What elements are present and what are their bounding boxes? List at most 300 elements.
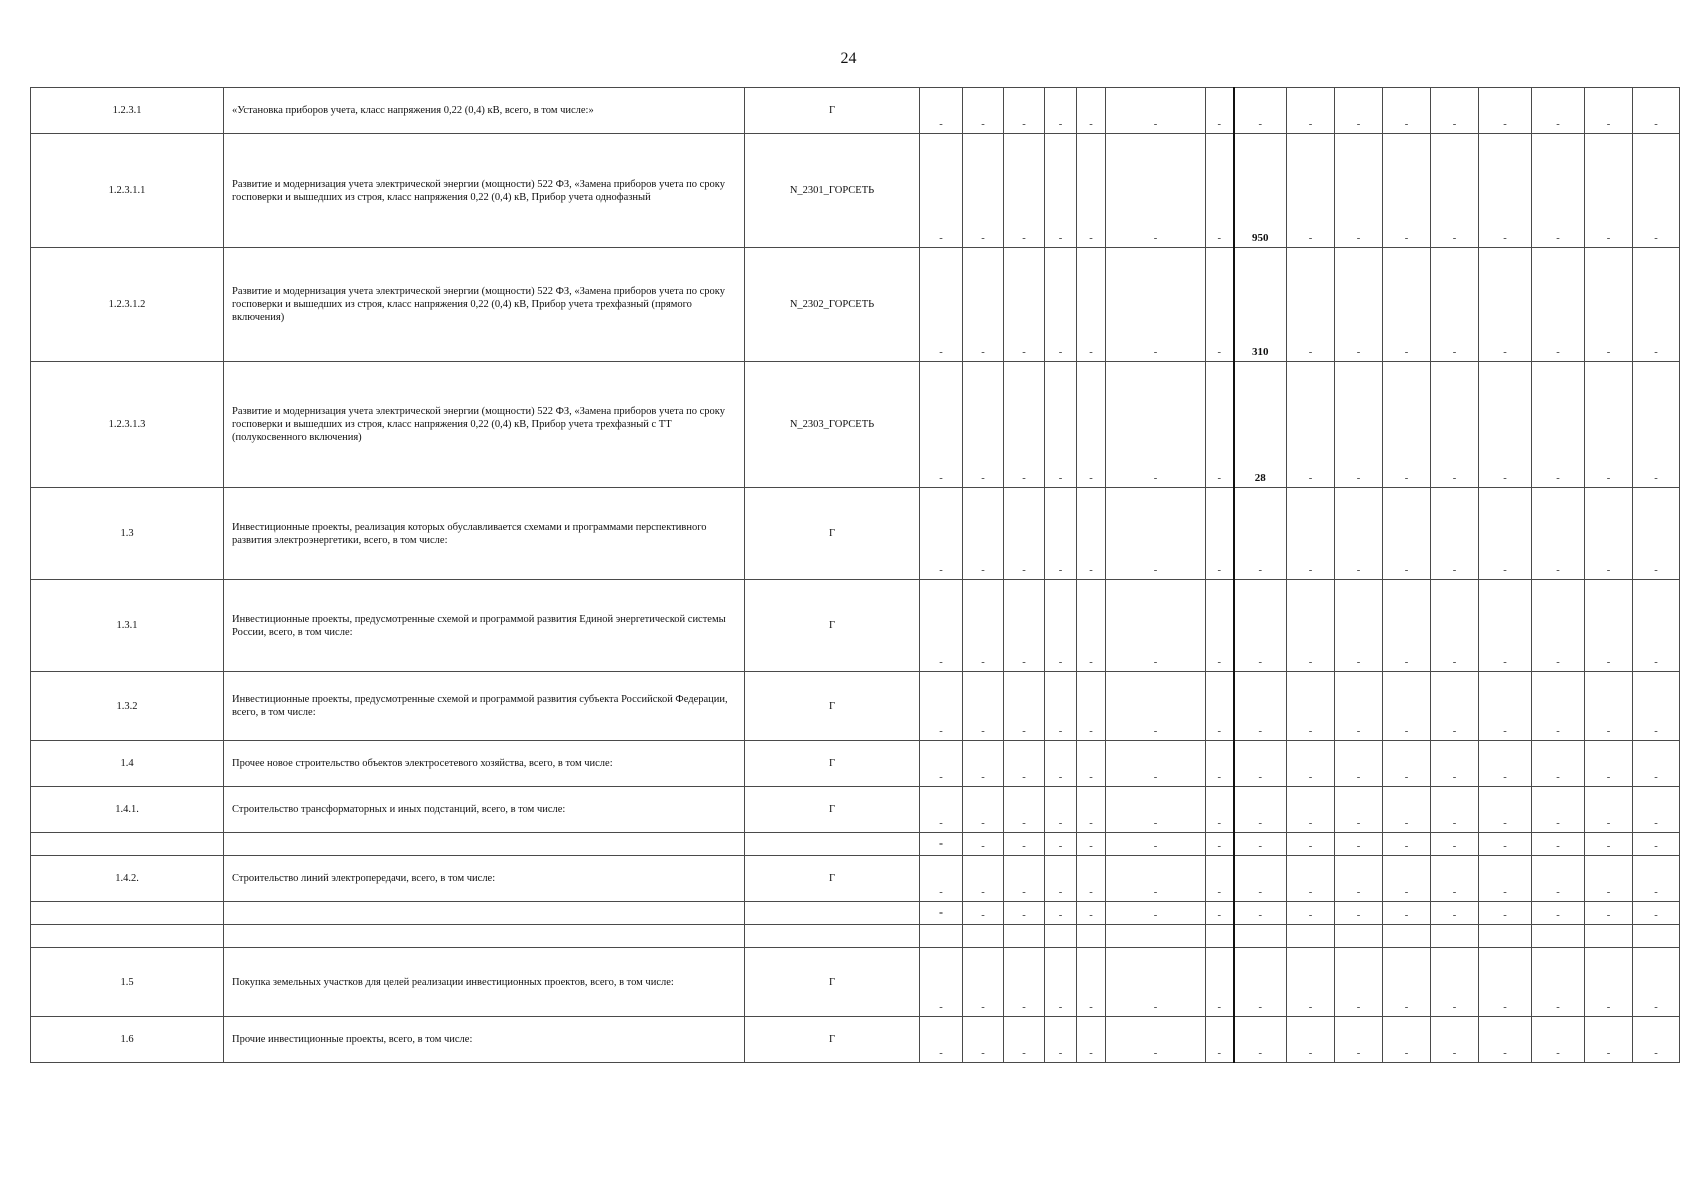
value-cell [920,925,963,948]
value-cell: - [1532,134,1585,248]
value-cell: - [1431,88,1479,134]
value-cell: - [1479,902,1532,925]
value-cell: - [920,488,963,580]
value-cell: - [1633,488,1680,580]
value-cell: - [1633,248,1680,362]
row-name: Прочие инвестиционные проекты, всего, в том числе: [224,1017,745,1063]
table-row [31,948,1680,1017]
value-cell: - [1335,88,1383,134]
value-cell: - [1479,580,1532,672]
value-cell: - [963,88,1004,134]
row-code: Г [745,741,920,787]
value-cell: - [1383,88,1431,134]
row-name: Инвестиционные проекты, предусмотренные схемой и программой развития субъекта Российской Федерации, всего, в том числе: [224,672,745,741]
value-cell: - [1206,362,1234,488]
value-cell: - [920,741,963,787]
value-cell: - [1431,488,1479,580]
value-cell: - [1004,741,1045,787]
value-cell: - [1077,580,1106,672]
value-cell: - [1106,1017,1206,1063]
value-cell: - [1106,856,1206,902]
value-cell: - [1077,833,1106,856]
value-cell: - [1383,741,1431,787]
row-number: 1.5 [31,948,224,1017]
value-cell: - [1287,488,1335,580]
row-code: Г [745,948,920,1017]
value-cell: - [1585,1017,1633,1063]
value-cell: - [1431,580,1479,672]
table-row [31,488,1680,580]
value-cell: - [1206,248,1234,362]
value-cell: - [1106,362,1206,488]
value-cell: - [1045,134,1077,248]
value-cell: - [1532,248,1585,362]
value-cell: - [1004,248,1045,362]
value-cell: - [1077,134,1106,248]
value-cell: - [1585,741,1633,787]
value-cell: - [1431,833,1479,856]
value-cell [1045,925,1077,948]
value-cell: - [1045,1017,1077,1063]
value-cell: - [920,672,963,741]
row-code [745,833,920,856]
value-cell: - [1004,856,1045,902]
row-name: Развитие и модернизация учета электрической энергии (мощности) 522 ФЗ, «Замена приборов учета по сроку госповерки и вышедших из строя, класс напряжения 0,22 (0,4) кВ, Прибор учета однофазный [224,134,745,248]
value-cell: - [1431,1017,1479,1063]
value-cell: - [1479,362,1532,488]
value-cell: - [1004,902,1045,925]
value-cell: - [1206,1017,1234,1063]
value-cell: 28 [1234,362,1287,488]
value-cell: - [1335,580,1383,672]
value-cell: - [1532,856,1585,902]
value-cell: - [1077,902,1106,925]
value-cell: - [1585,948,1633,1017]
value-cell: - [1633,948,1680,1017]
value-cell: - [1045,88,1077,134]
value-cell: - [1431,787,1479,833]
value-cell: - [1532,580,1585,672]
value-cell: - [1077,741,1106,787]
value-cell: - [1532,787,1585,833]
value-cell: - [1287,833,1335,856]
value-cell: - [1004,948,1045,1017]
row-number: 1.3 [31,488,224,580]
value-cell: - [1077,787,1106,833]
value-cell: - [1431,248,1479,362]
value-cell: - [1004,362,1045,488]
row-name: Покупка земельных участков для целей реализации инвестиционных проектов, всего, в том числе: [224,948,745,1017]
row-name: Развитие и модернизация учета электрической энергии (мощности) 522 ФЗ, «Замена приборов учета по сроку госповерки и вышедших из строя, класс напряжения 0,22 (0,4) кВ, Прибор учета трехфазный (прямого включения) [224,248,745,362]
value-cell: - [920,856,963,902]
value-cell: - [1045,248,1077,362]
value-cell: - [1479,672,1532,741]
row-number: 1.4.1. [31,787,224,833]
value-cell: - [963,948,1004,1017]
value-cell: - [963,787,1004,833]
value-cell [1335,925,1383,948]
value-cell: - [1383,134,1431,248]
value-cell: - [1431,741,1479,787]
value-cell: - [1633,741,1680,787]
value-cell: - [1585,787,1633,833]
value-cell: - [1206,741,1234,787]
value-cell: - [1532,741,1585,787]
table-row [31,88,1680,134]
value-cell: - [1234,88,1287,134]
row-code: Г [745,787,920,833]
table-row [31,856,1680,902]
value-cell: - [1532,88,1585,134]
value-cell: - [1585,248,1633,362]
value-cell: - [1045,580,1077,672]
value-cell: - [1335,672,1383,741]
row-name: Строительство линий электропередачи, всего, в том числе: [224,856,745,902]
value-cell: - [1234,488,1287,580]
value-cell: - [963,833,1004,856]
value-cell: - [1004,833,1045,856]
value-cell: - [1335,1017,1383,1063]
row-number [31,833,224,856]
page-number: 24 [840,50,857,67]
value-cell: - [1383,787,1431,833]
value-cell: - [963,488,1004,580]
value-cell: - [1077,856,1106,902]
value-cell: - [1287,672,1335,741]
value-cell: - [1383,580,1431,672]
row-name [224,925,745,948]
value-cell: - [1287,134,1335,248]
value-cell: - [1335,833,1383,856]
value-cell: - [1479,856,1532,902]
value-cell: - [1077,248,1106,362]
value-cell: - [1585,672,1633,741]
value-cell: - [1206,948,1234,1017]
value-cell: - [1287,580,1335,672]
value-cell: - [1633,856,1680,902]
value-cell: - [1045,833,1077,856]
value-cell: - [1206,902,1234,925]
value-cell: - [1335,741,1383,787]
value-cell: - [1045,362,1077,488]
value-cell: - [1532,948,1585,1017]
value-cell: - [1585,362,1633,488]
value-cell: - [1633,902,1680,925]
value-cell: - [1106,948,1206,1017]
value-cell: - [1633,672,1680,741]
value-cell: - [1633,362,1680,488]
value-cell [963,925,1004,948]
value-cell: - [1206,833,1234,856]
value-cell: - [1077,672,1106,741]
value-cell: - [1479,1017,1532,1063]
value-cell: - [1335,856,1383,902]
row-code: Г [745,856,920,902]
row-code: Г [745,1017,920,1063]
value-cell: - [963,856,1004,902]
value-cell: - [1234,787,1287,833]
value-cell: - [1234,741,1287,787]
value-cell: - [1077,88,1106,134]
row-name: Развитие и модернизация учета электрической энергии (мощности) 522 ФЗ, «Замена приборов учета по сроку госповерки и вышедших из строя, класс напряжения 0,22 (0,4) кВ, Прибор учета трехфазный с ТТ (полукосвенного включения) [224,362,745,488]
value-cell: - [1633,1017,1680,1063]
row-number: 1.6 [31,1017,224,1063]
value-cell: - [1106,902,1206,925]
value-cell: - [1234,833,1287,856]
value-cell: - [920,362,963,488]
value-cell: - [1431,902,1479,925]
value-cell: - [1234,580,1287,672]
value-cell: - [920,948,963,1017]
row-name: Строительство трансформаторных и иных подстанций, всего, в том числе: [224,787,745,833]
value-cell: - [1532,488,1585,580]
value-cell: - [1004,1017,1045,1063]
value-cell: - [920,787,963,833]
value-cell: - [1532,902,1585,925]
value-cell: - [1287,248,1335,362]
value-cell: - [963,672,1004,741]
row-code: N_2301_ГОРСЕТЬ [745,134,920,248]
value-cell: - [1383,948,1431,1017]
row-code: Г [745,88,920,134]
value-cell: - [1479,134,1532,248]
value-cell: - [1383,362,1431,488]
value-cell: - [920,134,963,248]
value-cell: - [1045,672,1077,741]
value-cell: - [1431,362,1479,488]
value-cell: - [1383,672,1431,741]
row-name [224,833,745,856]
value-cell: - [1287,741,1335,787]
value-cell: - [1045,741,1077,787]
value-cell: - [1335,248,1383,362]
value-cell: - [1585,488,1633,580]
value-cell: - [1045,948,1077,1017]
value-cell: - [1335,902,1383,925]
value-cell: - [1106,672,1206,741]
value-cell [1234,925,1287,948]
value-cell: - [1633,88,1680,134]
value-cell: - [1077,488,1106,580]
row-name: «Установка приборов учета, класс напряжения 0,22 (0,4) кВ, всего, в том числе:» [224,88,745,134]
row-number: 1.3.1 [31,580,224,672]
value-cell: - [1287,88,1335,134]
value-cell: - [1206,856,1234,902]
value-cell: - [920,248,963,362]
value-cell: - [1206,88,1234,134]
value-cell [1585,925,1633,948]
value-cell: - [1045,787,1077,833]
row-name: Инвестиционные проекты, реализация которых обуславливается схемами и программами перспективного развития электроэнергетики, всего, в том числе: [224,488,745,580]
value-cell: - [920,580,963,672]
value-cell: - [963,580,1004,672]
table-row [31,134,1680,248]
value-cell: - [1383,1017,1431,1063]
value-cell: - [1106,741,1206,787]
value-cell: - [920,1017,963,1063]
value-cell: - [1004,488,1045,580]
value-cell: - [1077,948,1106,1017]
row-code [745,925,920,948]
value-cell: - [1287,1017,1335,1063]
value-cell: - [1287,362,1335,488]
value-cell: - [1206,672,1234,741]
value-cell [1431,925,1479,948]
value-cell: - [1532,833,1585,856]
value-cell: - [1383,488,1431,580]
value-cell: - [1585,856,1633,902]
value-cell: - [1004,580,1045,672]
value-cell: - [1234,902,1287,925]
row-code: Г [745,580,920,672]
table-row [31,925,1680,948]
row-code: N_2303_ГОРСЕТЬ [745,362,920,488]
value-cell: - [1383,902,1431,925]
value-cell: - [1532,362,1585,488]
value-cell: - [1287,787,1335,833]
value-cell [1532,925,1585,948]
value-cell: - [1633,580,1680,672]
row-number: 1.2.3.1 [31,88,224,134]
row-name: Прочее новое строительство объектов электросетевого хозяйства, всего, в том числе: [224,741,745,787]
value-cell: - [1234,948,1287,1017]
value-cell: - [1479,741,1532,787]
row-number: 1.2.3.1.2 [31,248,224,362]
value-cell: - [1479,248,1532,362]
row-code [745,902,920,925]
table-row [31,741,1680,787]
table-body [31,88,1680,1063]
value-cell [1077,925,1106,948]
value-cell: - [1431,856,1479,902]
value-cell: - [1633,787,1680,833]
value-cell [1106,925,1206,948]
table-row [31,248,1680,362]
value-cell: - [1234,856,1287,902]
value-cell: - [1234,672,1287,741]
row-number: 1.4 [31,741,224,787]
value-cell: - [1106,833,1206,856]
value-cell: - [1335,134,1383,248]
value-cell: - [1335,787,1383,833]
value-cell: 950 [1234,134,1287,248]
table-row [31,1017,1680,1063]
value-cell [1287,925,1335,948]
row-code: N_2302_ГОРСЕТЬ [745,248,920,362]
row-name [224,902,745,925]
value-cell: - [963,902,1004,925]
value-cell: - [1206,488,1234,580]
value-cell: - [1479,787,1532,833]
value-cell: - [1106,248,1206,362]
value-cell: - [1206,580,1234,672]
value-cell: - [1045,856,1077,902]
row-number [31,902,224,925]
value-cell: - [1335,362,1383,488]
value-cell: - [920,88,963,134]
table-row [31,833,1680,856]
value-cell: - [1234,1017,1287,1063]
value-cell: - [1335,948,1383,1017]
table-row [31,580,1680,672]
value-cell [1206,925,1234,948]
value-cell: - [1585,580,1633,672]
value-cell: - [1287,902,1335,925]
investment-table [30,87,1680,1063]
row-number [31,925,224,948]
value-cell: - [1004,672,1045,741]
row-number: 1.4.2. [31,856,224,902]
value-cell: - [1532,1017,1585,1063]
value-cell: - [1106,787,1206,833]
row-code: Г [745,488,920,580]
value-cell: - [1431,672,1479,741]
value-cell: - [1585,88,1633,134]
value-cell: - [963,134,1004,248]
value-cell: - [1633,134,1680,248]
value-cell: - [963,362,1004,488]
value-cell: - [1004,134,1045,248]
value-cell: - [1335,488,1383,580]
value-cell: - [1106,488,1206,580]
value-cell: - [1532,672,1585,741]
value-cell: - [1585,134,1633,248]
value-cell: - [1106,580,1206,672]
value-cell: - [1206,134,1234,248]
value-cell: - [1106,134,1206,248]
value-cell [1633,925,1680,948]
value-cell: - [1479,88,1532,134]
value-cell: - [1045,902,1077,925]
row-number: 1.2.3.1.3 [31,362,224,488]
value-cell: - [963,248,1004,362]
table-row [31,362,1680,488]
row-code: Г [745,672,920,741]
row-name: Инвестиционные проекты, предусмотренные схемой и программой развития Единой энергетической системы России, всего, в том числе: [224,580,745,672]
value-cell: - [1206,787,1234,833]
value-cell: - [1633,833,1680,856]
value-cell: - [1004,787,1045,833]
value-cell [1383,925,1431,948]
value-cell: - [920,833,963,856]
value-cell: - [1287,948,1335,1017]
row-number: 1.2.3.1.1 [31,134,224,248]
table-row [31,902,1680,925]
value-cell: - [1431,948,1479,1017]
value-cell: - [1479,948,1532,1017]
value-cell: - [1045,488,1077,580]
table-row [31,672,1680,741]
value-cell: 310 [1234,248,1287,362]
value-cell: - [1004,88,1045,134]
table-row [31,787,1680,833]
value-cell: - [1077,362,1106,488]
value-cell: - [1431,134,1479,248]
value-cell: - [920,902,963,925]
value-cell: - [1479,833,1532,856]
value-cell: - [1585,902,1633,925]
value-cell: - [1383,856,1431,902]
value-cell: - [1585,833,1633,856]
value-cell: - [963,1017,1004,1063]
value-cell: - [1479,488,1532,580]
value-cell [1004,925,1045,948]
value-cell: - [1287,856,1335,902]
row-number: 1.3.2 [31,672,224,741]
value-cell: - [1106,88,1206,134]
value-cell: - [1383,833,1431,856]
value-cell: - [963,741,1004,787]
